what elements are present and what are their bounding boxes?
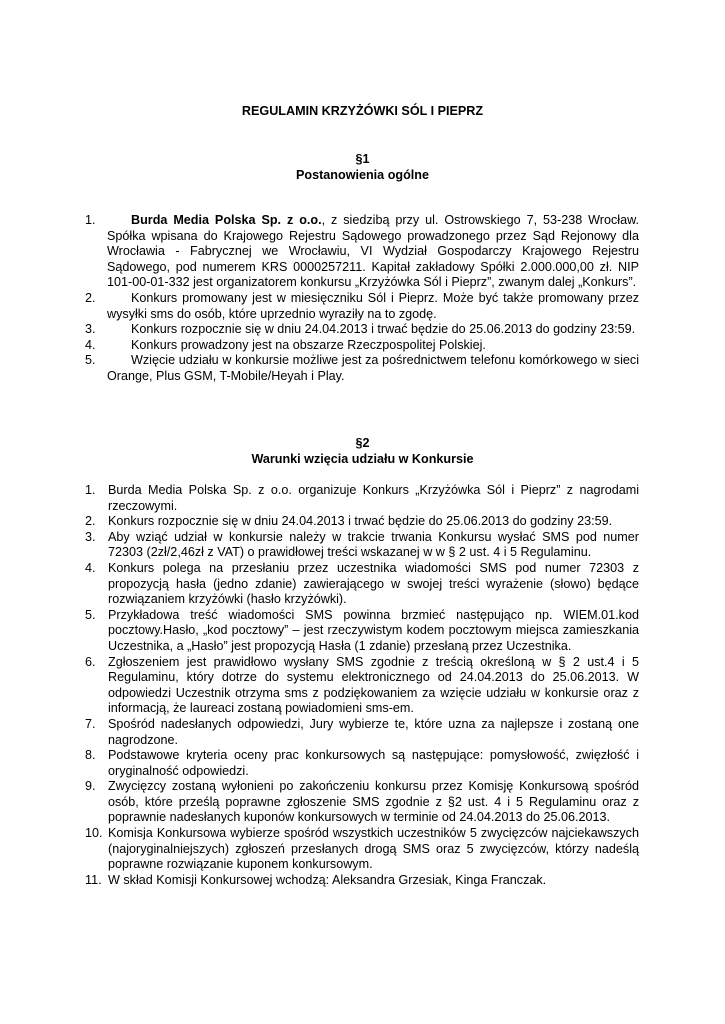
list-item: 8. Podstawowe kryteria oceny prac konkursowych są następujące: pomysłowość, zwięzłość i oryginalność odpowiedzi.	[85, 748, 639, 778]
list-item: 3. Konkurs rozpocznie się w dniu 24.04.2013 i trwać będzie do 25.06.2013 do godziny 23:59.	[85, 322, 636, 337]
list-item: 5. Wzięcie udziału w konkursie możliwe jest za pośrednictwem telefonu komórkowego w sieci Orange, Plus GSM, T-Mobile/Heyah i Play.	[85, 353, 639, 383]
list-item: 3. Aby wziąć udział w konkursie należy w trakcie trwania Konkursu wysłać SMS pod numer 72303 (2zł/2,46zł z VAT) o prawidłowej treści wskazanej w w § 2 ust. 4 i 5 Regulaminu.	[85, 529, 639, 560]
list-item: 10. Komisja Konkursowa wybierze spośród wszystkich uczestników 5 zwycięzców najciekawszych (najoryginalniejszych) zgłoszeń przesłanych drogą SMS oraz 5 zwycięzców, którzy nadeślą poprawne rozwiązanie kuponem konkursowym.	[85, 826, 639, 872]
section-1-list	[0, 213, 639, 385]
document-title: REGULAMIN KRZYŻÓWKI SÓL I PIEPRZ	[241, 104, 484, 118]
section-2-header	[0, 436, 725, 468]
list-item: 4. Konkurs prowadzony jest na obszarze Rzeczpospolitej Polskiej.	[85, 337, 486, 352]
list-item: 2. Konkurs rozpocznie się w dniu 24.04.2013 i trwać będzie do 25.06.2013 do godziny 23:59.	[85, 514, 613, 529]
list-item: 2. Konkurs promowany jest w miesięczniku Sól i Pieprz. Może być także promowany przez wysyłki sms do osób, które uprzednio wyraziły na to zgodę.	[85, 290, 639, 321]
list-item: 1. Burda Media Polska Sp. z o.o., z siedzibą przy ul. Ostrowskiego 7, 53-238 Wrocław. Spółka wpisana do Krajowego Rejestru Sądowego prowadzonego przez Sąd Rejonowy dla Wrocławia - Fabrycznej we Wrocławiu, VI Wydział Gospodarczy Krajowego Rejestru Sądowego, pod numerem KRS 0000257211. Kapitał zakładowy Spółki 2.000.000,00 zł. NIP 101-00-01-332 jest organizatorem konkursu „Krzyżówka Sól i Pieprz”, zwanym dalej „Konkurs”.	[85, 213, 639, 290]
list-item: 11. W skład Komisji Konkursowej wchodzą: Aleksandra Grzesiak, Kinga Franczak.	[85, 872, 547, 887]
section-2-heading: Warunki wzięcia udziału w Konkursie	[251, 452, 474, 466]
section-1-heading: Postanowienia ogólne	[296, 168, 429, 182]
list-item: 4. Konkurs polega na przesłaniu przez uczestnika wiadomości SMS pod numer 72303 z propozycją hasła (jedno zdanie) zawierającego w swojej treści wyrażenie (słowo) będące rozwiązaniem krzyżówki (hasło krzyżówki).	[85, 560, 639, 607]
section-1-header	[0, 152, 725, 184]
section-2-list	[0, 483, 639, 888]
list-item: 9. Zwycięzcy zostaną wyłonieni po zakończeniu konkursu przez Komisję Konkursową spośród osób, które prześlą poprawne zgłoszenie SMS zgodnie z §2 ust. 4 i 5 Regulaminu oraz z poprawnie nadesłanych kuponów konkursowych w terminie od 24.04.2013 do 25.06.2013.	[85, 779, 639, 825]
section-1-number: §1	[355, 152, 370, 166]
list-item: 5. Przykładowa treść wiadomości SMS powinna brzmieć następująco np. WIEM.01.kod pocztowy.Hasło, „kod pocztowy” – jest rzeczywistym kodem pocztowym miejsca zamieszkania Uczestnika, a „Hasło” jest propozycją Hasła (1 zdanie) przesłaną przez Uczestnika.	[85, 607, 639, 653]
list-item: 7. Spośród nadesłanych odpowiedzi, Jury wybierze te, które uzna za najlepsze i zostaną one nagrodzone.	[85, 716, 639, 747]
list-item: 6. Zgłoszeniem jest prawidłowo wysłany SMS zgodnie z treścią określoną w § 2 ust.4 i 5 Regulaminu, który dotrze do systemu elektronicznego od 24.04.2013 do 25.06.2013. W odpowiedzi Uczestnik otrzyma sms z podziękowaniem za wzięcie udziału w konkursie oraz z informacją, że laureaci zostaną powiadomieni sms-em.	[85, 654, 639, 716]
list-item: 1. Burda Media Polska Sp. z o.o. organizuje Konkurs „Krzyżówka Sól i Pieprz” z nagrodami rzeczowymi.	[85, 483, 639, 513]
section-2-number: §2	[355, 436, 370, 450]
